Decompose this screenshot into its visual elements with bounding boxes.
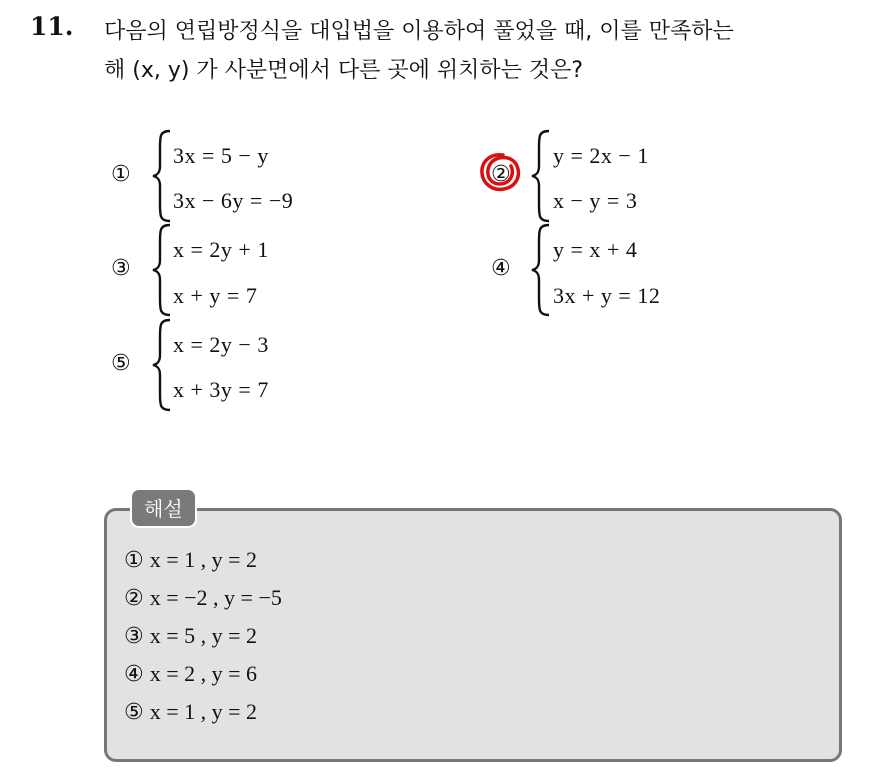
solution-line-5 (124, 699, 257, 725)
choice-2-equation-2: x − y = 3 (553, 188, 638, 213)
solution-line-2-text: x = −2 , y = −5 (149, 585, 282, 610)
solution-line-1 (124, 547, 257, 573)
solution-line-3-number: ③ (124, 624, 144, 649)
choice-5-number[interactable]: ⑤ (111, 351, 131, 376)
choice-5-brace (150, 317, 174, 413)
choice-2-number[interactable]: ② (491, 162, 511, 187)
solution-line-5-text: x = 1 , y = 2 (149, 699, 258, 724)
choice-4-equation-1: y = x + 4 (553, 237, 638, 262)
choice-1-brace (150, 128, 174, 224)
solution-line-3 (124, 623, 257, 649)
choice-5-equation-2: x + 3y = 7 (173, 377, 269, 402)
solution-tag: 해설 (130, 488, 197, 528)
choice-5-equation-1: x = 2y − 3 (173, 332, 269, 357)
choice-1-equation-1: 3x = 5 − y (173, 143, 269, 168)
question-text-line2: 해 (x, y) 가 사분면에서 다른 곳에 위치하는 것은? (104, 58, 584, 83)
solution-line-5-number: ⑤ (124, 700, 144, 725)
question-text-line1: 다음의 연립방정식을 대입법을 이용하여 풀었을 때, 이를 만족하는 (104, 19, 734, 44)
choice-4-brace (529, 222, 553, 318)
choice-1-number[interactable]: ① (111, 162, 131, 187)
choice-3-brace (150, 222, 174, 318)
question-number: 11. (30, 12, 74, 41)
solution-line-2-number: ② (124, 586, 144, 611)
choice-4-number[interactable]: ④ (491, 256, 511, 281)
choice-1-equation-2: 3x − 6y = −9 (173, 188, 294, 213)
solution-line-1-number: ① (124, 548, 144, 573)
solution-line-4-text: x = 2 , y = 6 (149, 661, 258, 686)
choice-3-equation-1: x = 2y + 1 (173, 237, 269, 262)
solution-line-4-number: ④ (124, 662, 144, 687)
choice-4-equation-2: 3x + y = 12 (553, 283, 661, 308)
choice-3-equation-2: x + y = 7 (173, 283, 258, 308)
solution-line-1-text: x = 1 , y = 2 (149, 547, 258, 572)
solution-line-2 (124, 585, 282, 611)
choice-3-number[interactable]: ③ (111, 256, 131, 281)
choice-2-equation-1: y = 2x − 1 (553, 143, 649, 168)
choice-2-brace (529, 128, 553, 224)
solution-line-4 (124, 661, 257, 687)
solution-line-3-text: x = 5 , y = 2 (149, 623, 258, 648)
